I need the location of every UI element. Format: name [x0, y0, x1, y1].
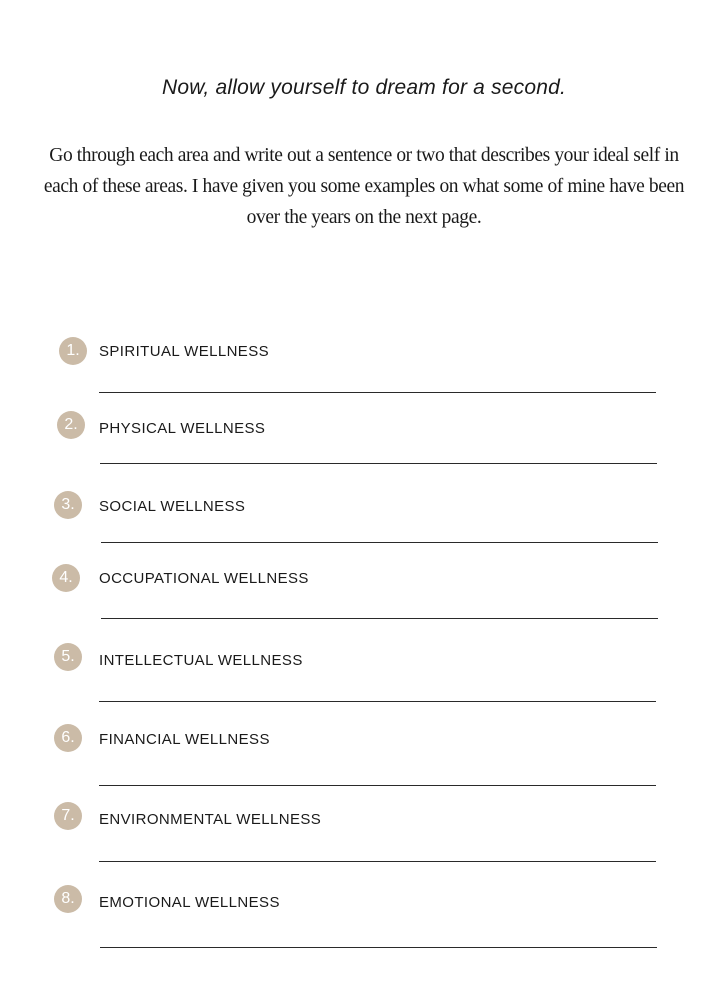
item-label: ENVIRONMENTAL WELLNESS	[99, 811, 322, 828]
wellness-item-financial	[0, 725, 728, 765]
writing-line-financial[interactable]	[99, 785, 656, 786]
wellness-item-social	[0, 492, 728, 532]
wellness-item-spiritual	[0, 337, 728, 377]
writing-line-spiritual[interactable]	[99, 392, 656, 393]
number-badge: 4.	[52, 564, 80, 592]
wellness-item-environmental	[0, 805, 728, 845]
item-label: EMOTIONAL WELLNESS	[99, 894, 280, 911]
writing-line-emotional[interactable]	[100, 947, 657, 948]
number-badge: 3.	[54, 491, 82, 519]
number-badge: 1.	[59, 337, 87, 365]
wellness-item-physical	[0, 414, 728, 454]
item-label: INTELLECTUAL WELLNESS	[99, 652, 303, 669]
writing-line-physical[interactable]	[100, 463, 657, 464]
item-label: SPIRITUAL WELLNESS	[99, 343, 270, 360]
number-badge: 2.	[57, 411, 85, 439]
writing-line-environmental[interactable]	[99, 861, 656, 862]
item-label: SOCIAL WELLNESS	[99, 498, 246, 515]
writing-line-social[interactable]	[101, 542, 658, 543]
wellness-item-emotional	[0, 888, 728, 928]
page-subtitle: Now, allow yourself to dream for a second.	[161, 76, 567, 99]
number-badge: 5.	[54, 643, 82, 671]
intro-paragraph: Go through each area and write out a sentence or two that describes your ideal self in each of these areas. I have given you some examples on what some of mine have been over the years on the next page.	[43, 145, 685, 228]
item-label: OCCUPATIONAL WELLNESS	[99, 570, 309, 587]
wellness-item-intellectual	[0, 646, 728, 686]
item-label: PHYSICAL WELLNESS	[99, 420, 266, 437]
number-badge: 8.	[54, 885, 82, 913]
wellness-item-occupational	[0, 564, 728, 604]
number-badge: 7.	[54, 802, 82, 830]
writing-line-intellectual[interactable]	[99, 701, 656, 702]
number-badge: 6.	[54, 724, 82, 752]
item-label: FINANCIAL WELLNESS	[99, 731, 270, 748]
writing-line-occupational[interactable]	[101, 618, 658, 619]
